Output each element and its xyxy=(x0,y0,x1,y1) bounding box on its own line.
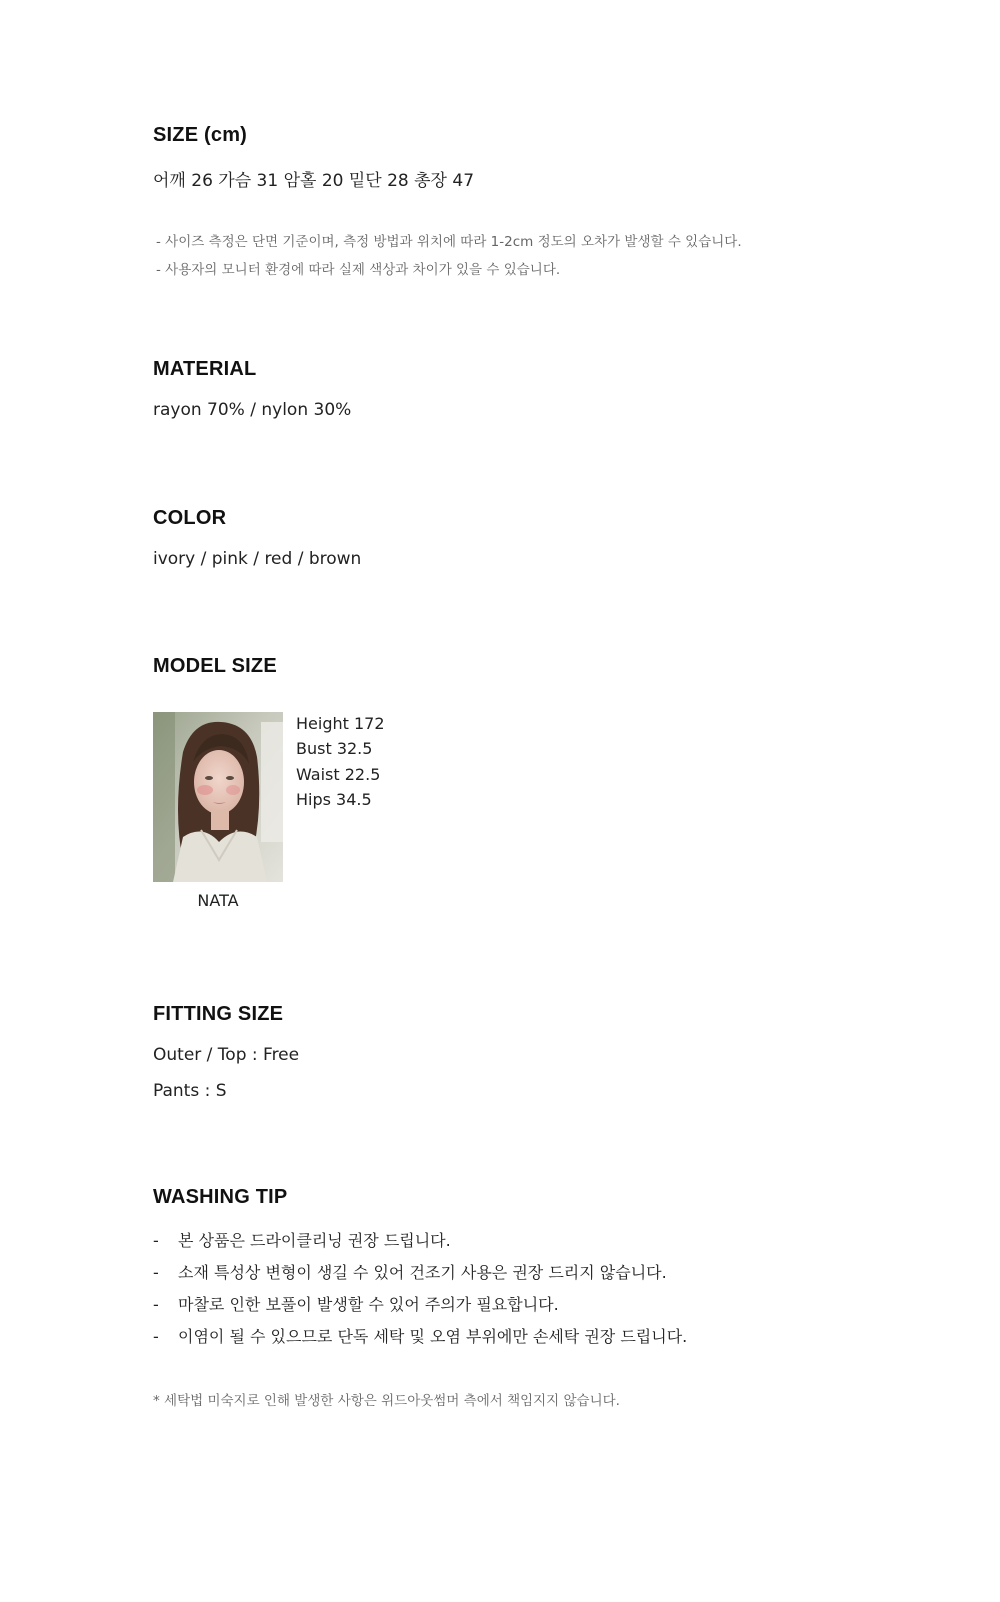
model-height: Height 172 xyxy=(296,714,385,733)
model-waist: Waist 22.5 xyxy=(296,764,381,784)
material-value: rayon 70% / nylon 30% xyxy=(153,400,352,420)
model-size-heading: MODEL SIZE xyxy=(153,655,277,677)
tip-text: 소재 특성상 변형이 생길 수 있어 건조기 사용은 권장 드리지 않습니다. xyxy=(178,1263,667,1282)
color-heading: COLOR xyxy=(153,507,227,529)
washing-tip-item xyxy=(153,1292,559,1315)
tip-bullet: - xyxy=(153,1263,159,1282)
material-heading: MATERIAL xyxy=(153,358,257,380)
fitting-size-line-1: Outer / Top : Free xyxy=(153,1045,300,1065)
size-note-2: - 사용자의 모니터 환경에 따라 실제 색상과 차이가 있을 수 있습니다. xyxy=(156,262,561,278)
model-stats xyxy=(296,711,385,812)
fitting-size-heading: FITTING SIZE xyxy=(153,1003,284,1025)
washing-disclaimer: * 세탁법 미숙지로 인해 발생한 사항은 위드아웃썸머 측에서 책임지지 않습니다. xyxy=(153,1393,620,1409)
washing-tip-item xyxy=(153,1260,667,1283)
washing-tip-item xyxy=(153,1228,451,1251)
washing-tip-heading: WASHING TIP xyxy=(153,1186,288,1208)
tip-bullet: - xyxy=(153,1327,159,1346)
tip-text: 마찰로 인한 보풀이 발생할 수 있어 주의가 필요합니다. xyxy=(178,1295,559,1314)
model-name: NATA xyxy=(197,891,239,910)
model-bust: Bust 32.5 xyxy=(296,739,373,759)
model-photo xyxy=(153,712,283,882)
model-portrait-image xyxy=(153,712,283,882)
size-note-1: - 사이즈 측정은 단면 기준이며, 측정 방법과 위치에 따라 1-2cm 정도의 오차가 발생할 수 있습니다. xyxy=(156,234,742,250)
fitting-size-line-2: Pants : S xyxy=(153,1081,227,1101)
tip-text: 본 상품은 드라이클리닝 권장 드립니다. xyxy=(178,1231,451,1250)
tip-bullet: - xyxy=(153,1295,159,1314)
model-hips: Hips 34.5 xyxy=(296,789,372,809)
color-value: ivory / pink / red / brown xyxy=(153,549,362,569)
washing-tip-item xyxy=(153,1324,687,1347)
size-values: 어깨 26 가슴 31 암홀 20 밑단 28 총장 47 xyxy=(153,171,475,191)
tip-bullet: - xyxy=(153,1231,159,1250)
tip-text: 이염이 될 수 있으므로 단독 세탁 및 오염 부위에만 손세탁 권장 드립니다. xyxy=(178,1327,688,1346)
size-heading: SIZE (cm) xyxy=(153,124,248,146)
